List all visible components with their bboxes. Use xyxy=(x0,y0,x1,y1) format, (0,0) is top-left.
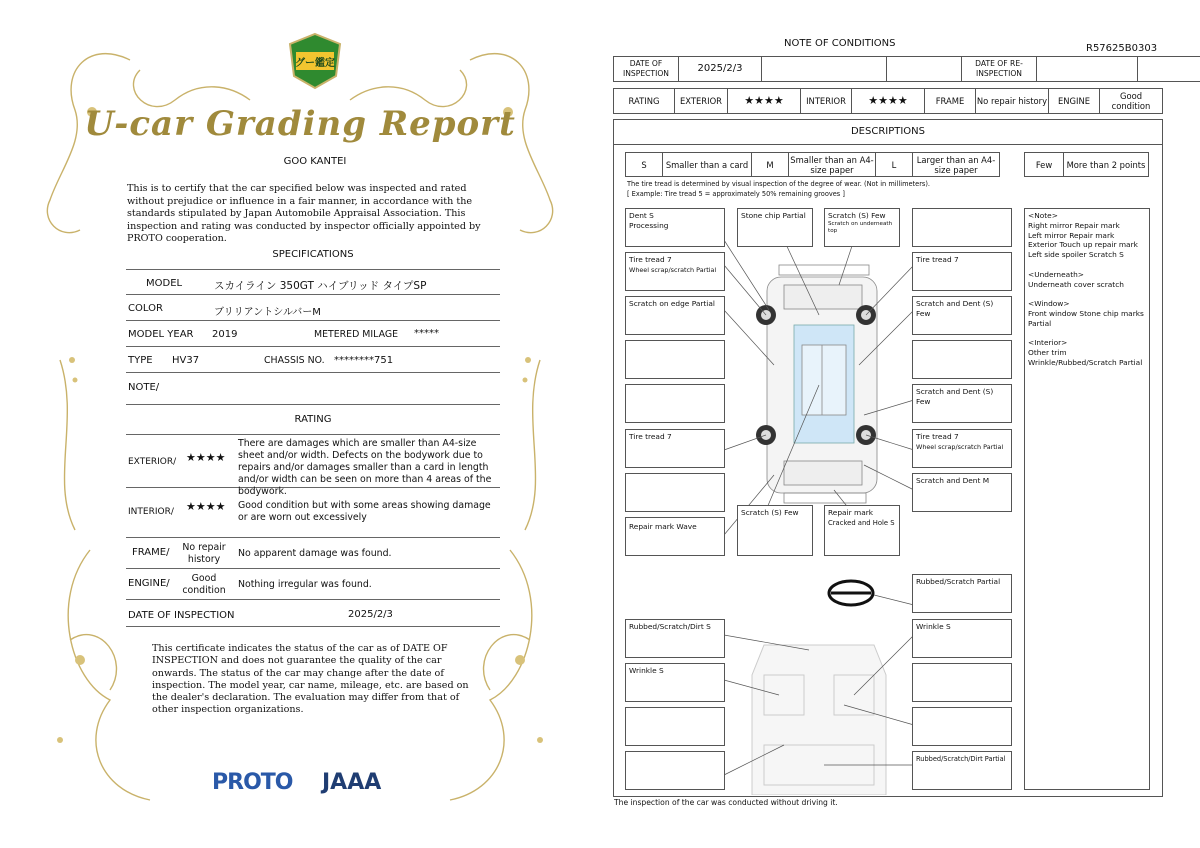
legend-s-text: Smaller than a card xyxy=(662,152,752,177)
model-year-row xyxy=(126,321,500,347)
mileage-value: ***** xyxy=(414,328,439,339)
desc-box-empty-4 xyxy=(625,473,725,512)
date-reinspection-label: DATE OF RE-INSPECTION xyxy=(961,56,1037,82)
desc-box-empty-6 xyxy=(625,707,725,746)
tire-note: The tire tread is determined by visual inspection of the degree of wear. (Not in millimeters). xyxy=(627,180,931,188)
badge-text: グー鑑定 xyxy=(295,57,335,69)
note-line: <Note> xyxy=(1028,211,1058,220)
desc-box-11: Tire tread 7 Wheel scrap/scratch Partial xyxy=(912,429,1012,468)
date-blank-1 xyxy=(761,56,887,82)
interior-rating-row xyxy=(126,488,500,538)
reference-number: R57625B0303 xyxy=(1086,43,1158,54)
exterior-rating-row xyxy=(126,434,500,497)
model-label: MODEL xyxy=(146,278,183,289)
color-value: ブリリアントシルバーM xyxy=(214,307,321,318)
conditions-footer: The inspection of the car was conducted without driving it. xyxy=(614,798,838,807)
report-subtitle: GOO KANTEI xyxy=(283,156,347,167)
proto-logo: PROTO xyxy=(212,770,293,795)
exterior-stars: ★★★★ xyxy=(727,88,801,114)
desc-box-3: Scratch (S) Few Scratch on underneath top xyxy=(824,208,900,247)
desc-box-7: Scratch on edge Partial xyxy=(625,296,725,335)
legend-m-text: Smaller than an A4-size paper xyxy=(788,152,876,177)
note-line: <Underneath> xyxy=(1028,269,1084,279)
color-label: COLOR xyxy=(128,303,163,314)
interior-stars: ★★★★ xyxy=(851,88,925,114)
color-row xyxy=(126,295,500,321)
desc-box-19: Wrinkle S xyxy=(625,663,725,702)
descriptions-heading: DESCRIPTIONS xyxy=(613,119,1163,145)
mileage-label: METERED MILAGE xyxy=(314,329,399,340)
note-line: Other trim xyxy=(1028,348,1067,358)
chassis-value: ********751 xyxy=(334,355,394,366)
note-line: Exterior Touch up repair mark xyxy=(1028,240,1138,250)
date-blank-3 xyxy=(1137,56,1200,82)
type-row xyxy=(126,347,500,373)
desc-box-empty-3 xyxy=(625,384,725,423)
note-line xyxy=(1028,260,1146,270)
engine-value: Good condition xyxy=(182,573,226,596)
date-row xyxy=(126,600,500,627)
rating-heading: RATING xyxy=(294,414,332,425)
note-of-conditions-page xyxy=(600,0,1200,848)
interior-text: Good condition but with some areas showing damage or are worn out excessively xyxy=(238,500,491,523)
legend-s: S xyxy=(625,152,663,177)
certificate-footer: This certificate indicates the status of the car as of DATE OF INSPECTION and does not guarantee the quality of the car onwards. The status of the car may change after the date of inspection. The model year, car name, mileage, etc. are based on the dealer's declaration. The evaluation may differ from that of other inspection organizations. xyxy=(152,643,469,716)
desc-box-16: Rubbed/Scratch Partial xyxy=(912,574,1012,613)
date-inspection-label: DATE OF INSPECTION xyxy=(613,56,679,82)
engine-value: Good condition xyxy=(1099,88,1163,114)
model-year-label: MODEL YEAR xyxy=(128,329,194,340)
type-label: TYPE xyxy=(128,355,153,366)
report-title: U-car Grading Report xyxy=(84,104,516,144)
interior-label: INTERIOR/ xyxy=(128,507,174,517)
desc-box-17: Rubbed/Scratch/Dirt S xyxy=(625,619,725,658)
note-line: Left mirror Repair mark xyxy=(1028,230,1115,240)
date-reinspection-value xyxy=(1036,56,1138,82)
legend-m: M xyxy=(751,152,789,177)
desc-box-1: Dent S Processing xyxy=(625,208,725,247)
desc-box-empty-7 xyxy=(912,707,1012,746)
legend-few-text: More than 2 points xyxy=(1063,152,1149,177)
desc-box-2: Stone chip Partial xyxy=(737,208,813,247)
model-year-value: 2019 xyxy=(212,329,238,340)
engine-text: Nothing irregular was found. xyxy=(238,579,372,590)
desc-box-18: Wrinkle S xyxy=(912,619,1012,658)
desc-box-empty-8 xyxy=(625,751,725,790)
desc-box-9: Scratch and Dent (S) Few xyxy=(912,384,1012,423)
type-value: HV37 xyxy=(172,355,200,366)
frame-rating-row xyxy=(126,538,500,569)
date-value: 2025/2/3 xyxy=(348,609,393,620)
rating-label: RATING xyxy=(613,88,675,114)
note-label: NOTE/ xyxy=(128,382,160,393)
desc-box-12: Scratch and Dent M xyxy=(912,473,1012,512)
tire-example: [ Example: Tire tread 5 = approximately 50% remaining grooves ] xyxy=(627,190,845,198)
date-blank-2 xyxy=(886,56,962,82)
note-line: Left side spoiler Scratch S xyxy=(1028,250,1124,260)
interior-stars: ★★★★ xyxy=(186,500,226,513)
desc-box-empty-1 xyxy=(625,340,725,379)
note-line: Underneath cover scratch xyxy=(1028,279,1124,289)
exterior-label: EXTERIOR xyxy=(674,88,728,114)
certificate-text: This is to certify that the car specified below was inspected and rated without prejudice or influence in a fair manner, in accordance with the standards stipulated by Japan Automobile Appraisal Association. This inspection and rating was conducted by inspector officially appointed by PROTO cooperation. xyxy=(127,183,481,244)
note-line: Front window Stone chip marks Partial xyxy=(1028,308,1144,328)
date-inspection-value: 2025/2/3 xyxy=(678,56,762,82)
desc-box-13: Repair mark Wave xyxy=(625,517,725,556)
frame-value: No repair history xyxy=(182,542,226,565)
frame-text: No apparent damage was found. xyxy=(238,548,392,559)
desc-box-20: Rubbed/Scratch/Dirt Partial xyxy=(912,751,1012,790)
engine-label: ENGINE/ xyxy=(128,578,170,589)
desc-box-6: Tire tread 7 xyxy=(912,252,1012,291)
desc-box-10: Tire tread 7 xyxy=(625,429,725,468)
note-line: <Window> xyxy=(1028,299,1070,309)
conditions-title: NOTE OF CONDITIONS xyxy=(784,38,896,49)
legend-l-text: Larger than an A4-size paper xyxy=(912,152,1000,177)
desc-box-empty-2 xyxy=(912,340,1012,379)
desc-box-5: Tire tread 7 Wheel scrap/scratch Partial xyxy=(625,252,725,291)
jaaa-logo: JAAA xyxy=(322,770,382,795)
exterior-stars: ★★★★ xyxy=(186,451,226,464)
frame-label: FRAME/ xyxy=(132,547,170,558)
engine-label: ENGINE xyxy=(1048,88,1100,114)
frame-label: FRAME xyxy=(924,88,976,114)
chassis-label: CHASSIS NO. xyxy=(264,355,325,366)
specifications-heading: SPECIFICATIONS xyxy=(272,249,354,260)
exterior-label: EXTERIOR/ xyxy=(128,457,177,467)
exterior-text: There are damages which are smaller than A4-size sheet and/or width. Defects on the bodywork due to repairs and/or damages smaller than a card in length and/or width can be seen on more than 4 areas of the bodywork. xyxy=(238,438,492,497)
desc-box-14: Scratch (S) Few xyxy=(737,505,813,556)
model-row xyxy=(126,269,500,295)
date-label: DATE OF INSPECTION xyxy=(128,610,235,621)
desc-box-15: Repair mark Cracked and Hole S xyxy=(824,505,900,556)
note-line: Right mirror Repair mark xyxy=(1028,220,1120,230)
note-line xyxy=(1028,289,1146,299)
desc-box-empty-5 xyxy=(912,663,1012,702)
frame-value: No repair history xyxy=(975,88,1049,114)
note-row xyxy=(126,373,500,405)
engine-rating-row xyxy=(126,569,500,600)
desc-box-4 xyxy=(912,208,1012,247)
model-value: スカイライン 350GT ハイブリッド タイプSP xyxy=(214,280,427,292)
interior-label: INTERIOR xyxy=(800,88,852,114)
legend-few: Few xyxy=(1024,152,1064,177)
desc-box-8: Scratch and Dent (S) Few xyxy=(912,296,1012,335)
note-line xyxy=(1028,329,1146,339)
note-line: <Interior> xyxy=(1028,338,1068,348)
legend-l: L xyxy=(875,152,913,177)
note-line: Wrinkle/Rubbed/Scratch Partial xyxy=(1028,357,1143,367)
notes-panel xyxy=(1024,208,1150,790)
